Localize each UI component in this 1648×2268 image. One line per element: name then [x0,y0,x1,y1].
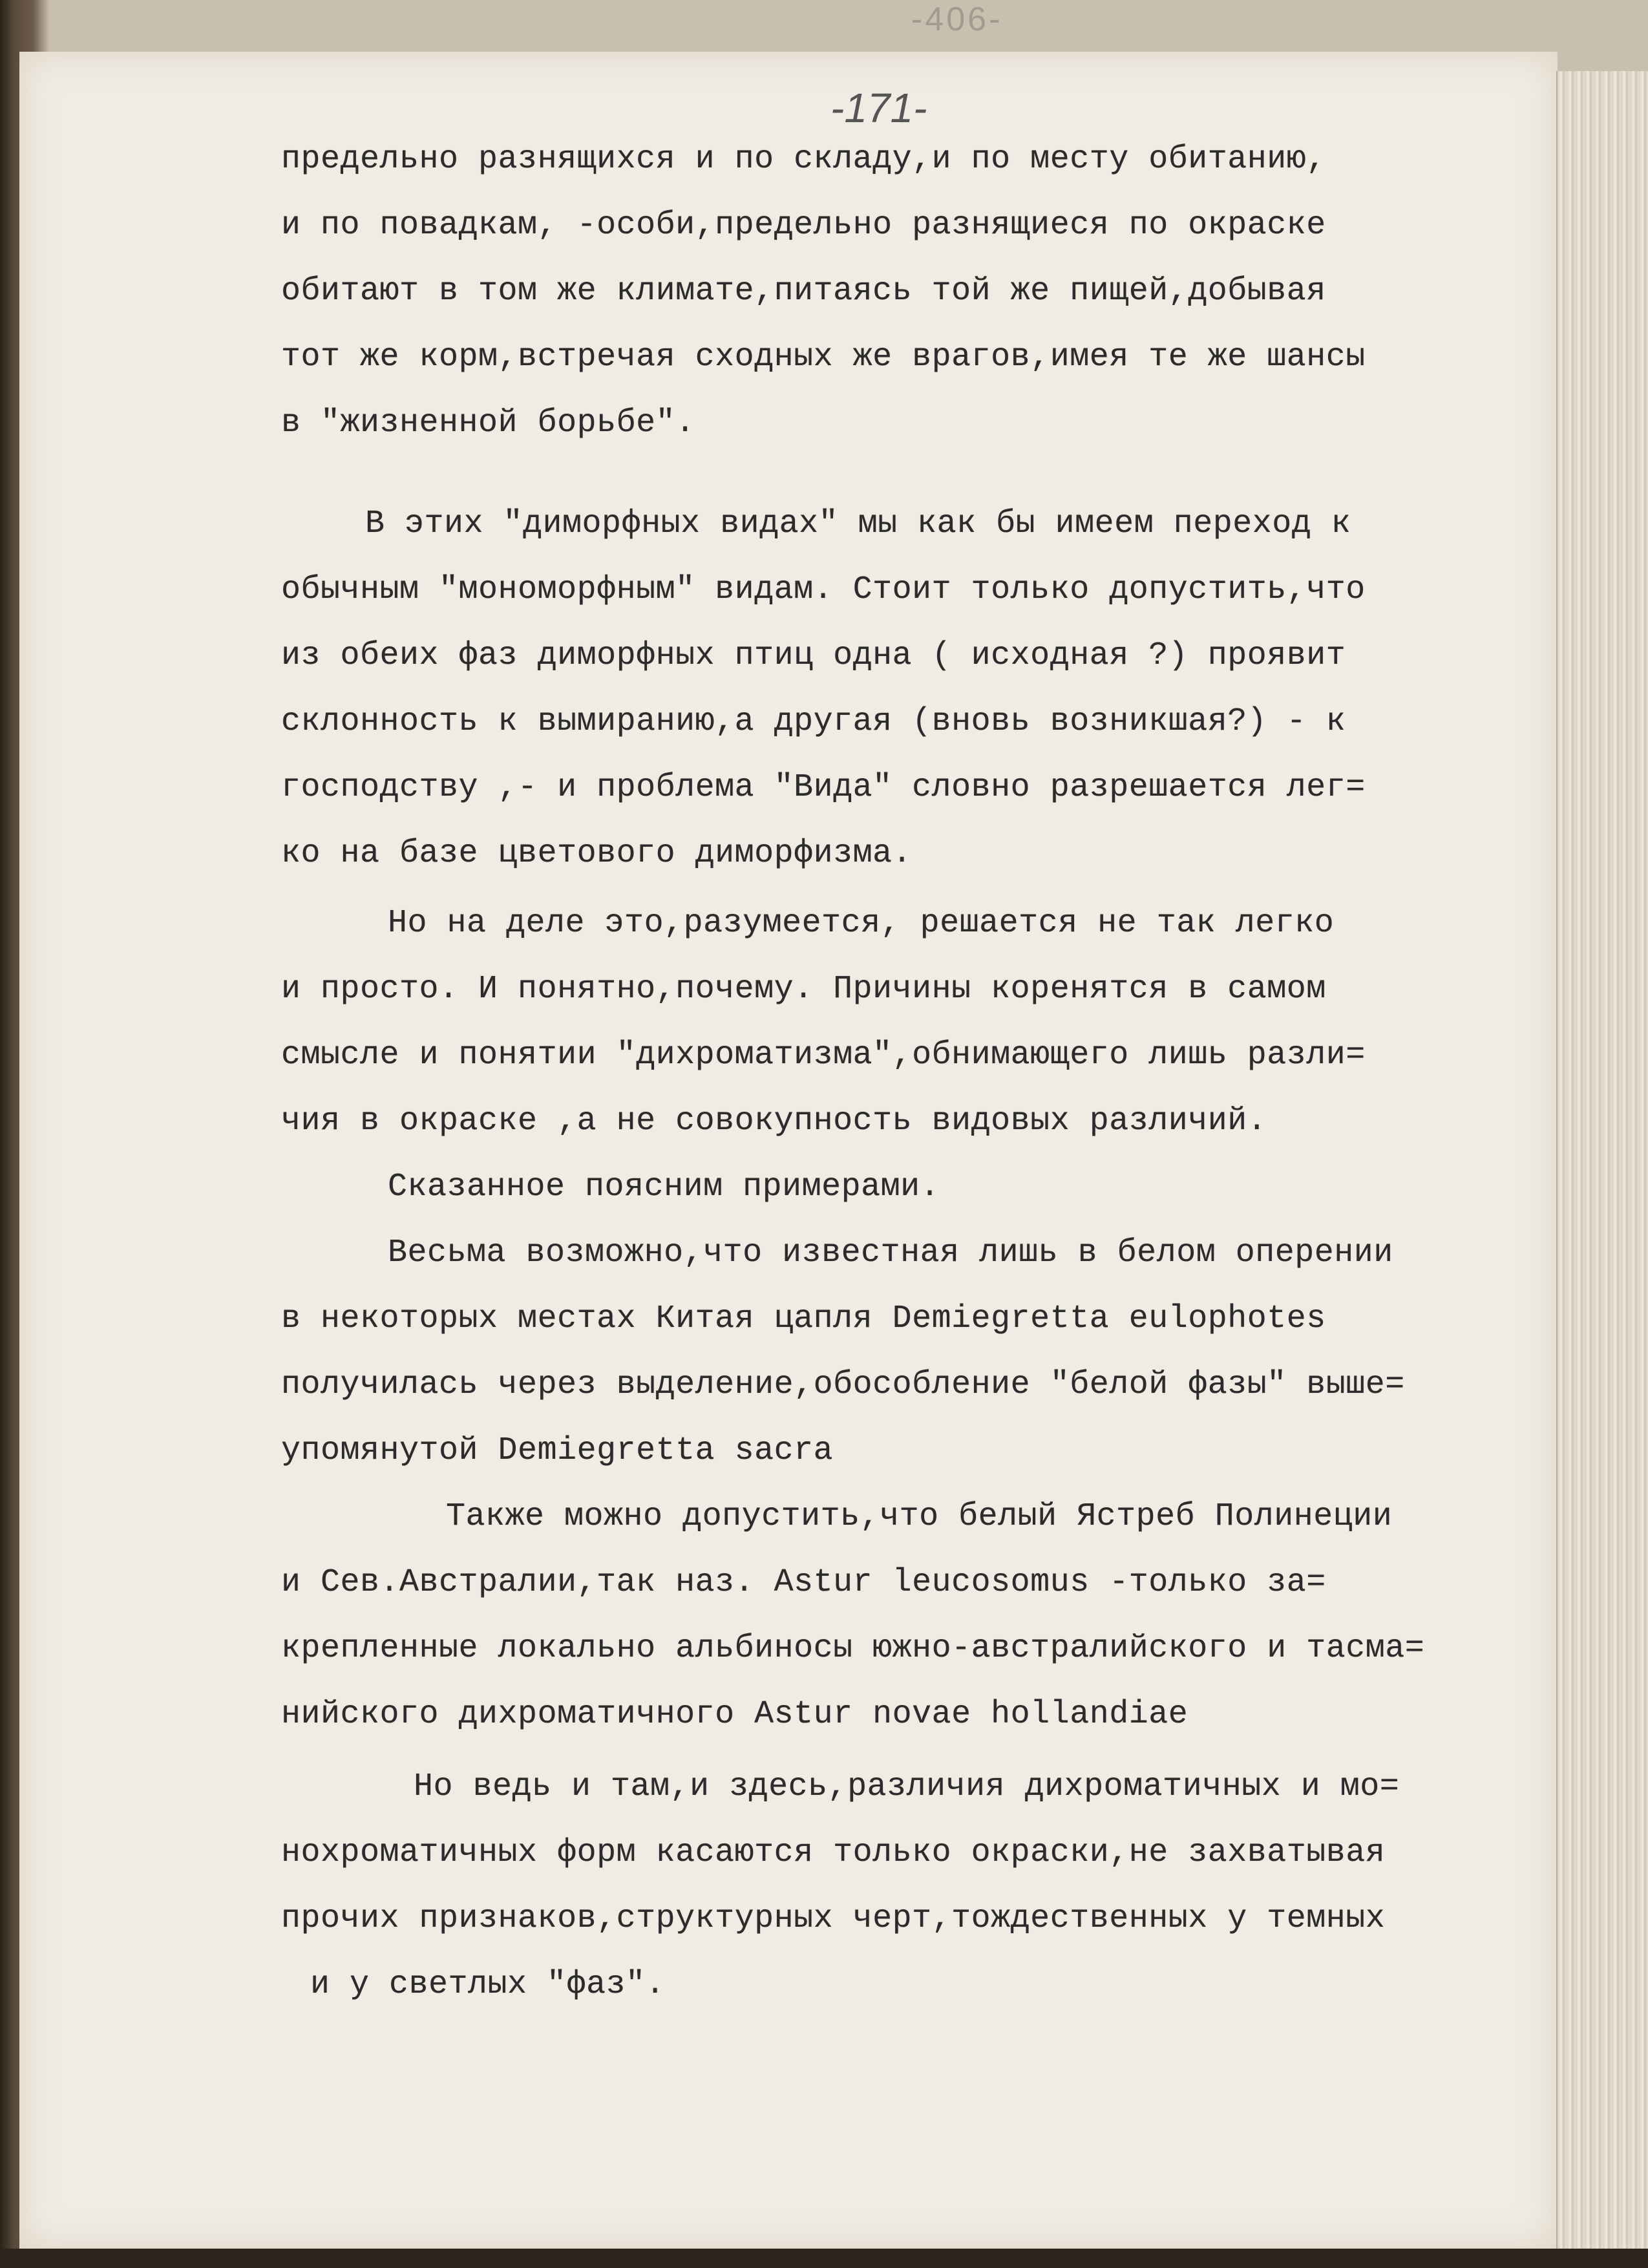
text-line: крепленные локально альбиносы южно-австралийского и тасма= [281,1630,1425,1667]
text-line: В этих "диморфных видах" мы как бы имеем переход к [365,505,1351,542]
text-line: Весьма возможно,что известная лишь в белом оперении [388,1235,1393,1271]
text-line: и у светлых "фаз". [310,1966,666,2003]
text-line: в некоторых местах Китая цапля Demiegretta eulophotes [281,1300,1326,1337]
text-line: Также можно допустить,что белый Ястреб Полинеции [446,1498,1393,1535]
text-line: обычным "мономорфным" видам. Стоит только допустить,что [281,571,1366,608]
text-line: и просто. И понятно,почему. Причины коренятся в самом [281,971,1326,1008]
text-line: господству ,- и проблема "Вида" словно разрешается лег= [281,769,1366,806]
text-line: и по повадкам, -особи,предельно разнящиеся по окраске [281,207,1326,244]
text-line: прочих признаков,структурных черт,тождественных у темных [281,1900,1386,1937]
text-line: в "жизненной борьбе". [281,405,695,441]
text-line: Но на деле это,разумеется, решается не так легко [388,905,1335,942]
text-line: получилась через выделение,обособление "белой фазы" выше= [281,1366,1405,1403]
text-line: чия в окраске ,а не совокупность видовых различий. [281,1103,1267,1139]
text-line: нийского дихроматичного Astur novae hollandiae [281,1696,1188,1733]
page-number: -171- [830,85,927,131]
text-line: из обеих фаз диморфных птиц одна ( исходная ?) проявит [281,637,1346,674]
text-line: склонность к вымиранию,а другая (вновь возникшая?) - к [281,703,1346,740]
text-line: упомянутой Demiegretta sacra [281,1432,834,1469]
text-line: Но ведь и там,и здесь,различия дихроматичных и мо= [414,1768,1400,1805]
archive-number: -406- [911,1,1003,38]
text-line: предельно разнящихся и по складу,и по месту обитанию, [281,141,1326,178]
bottom-edge [0,2249,1648,2268]
text-line: тот же корм,встречая сходных же врагов,имея те же шансы [281,339,1366,376]
text-line: Сказанное поясним примерами. [388,1169,940,1205]
page-stack-edge [1556,71,1648,2249]
text-line: обитают в том же климате,питаясь той же пищей,добывая [281,273,1326,310]
binder-edge [0,0,14,2268]
text-line: ко на базе цветового диморфизма. [281,835,913,872]
text-line: и Сев.Австралии,так наз. Astur leucosomus -только за= [281,1564,1326,1601]
text-line: смысле и понятии "дихроматизма",обнимающего лишь разли= [281,1037,1366,1074]
text-line: нохроматичных форм касаются только окраски,не захватывая [281,1834,1386,1871]
